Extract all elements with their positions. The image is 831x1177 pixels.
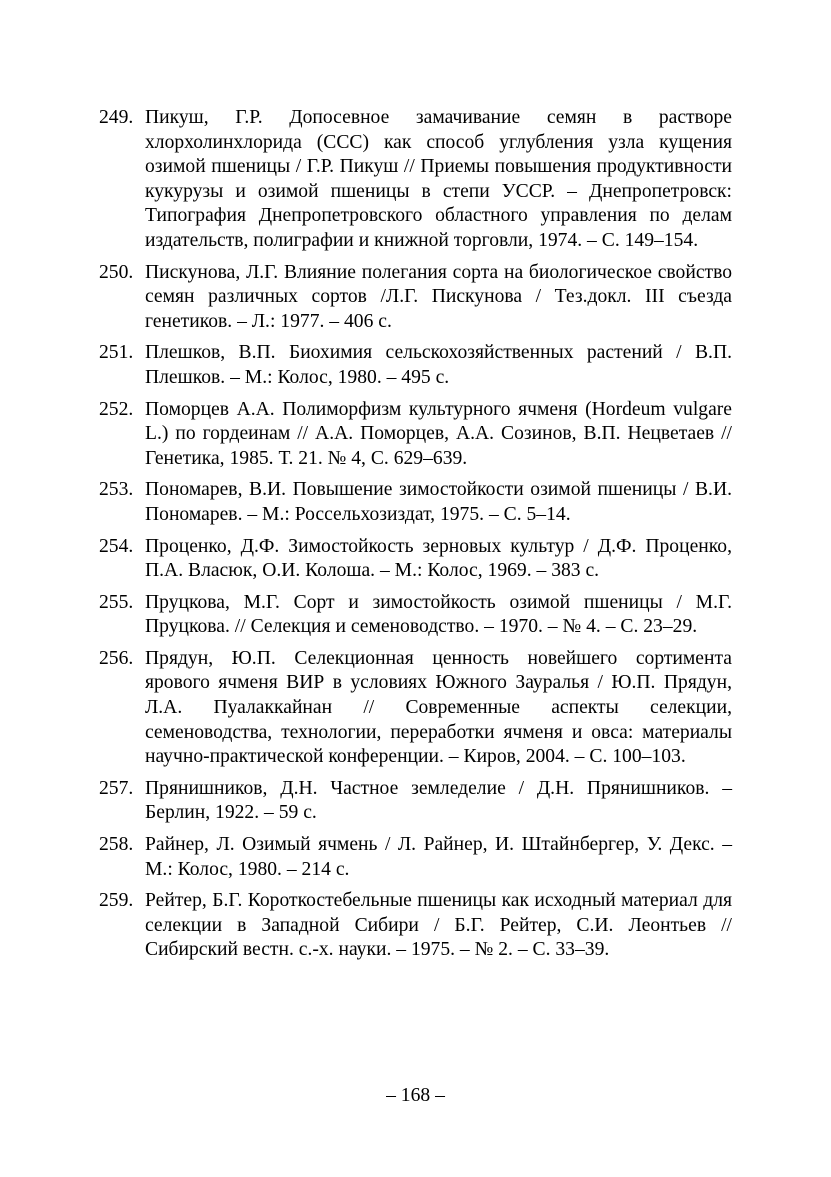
reference-text: Проценко, Д.Ф. Зимостойкость зерновых культур / Д.Ф. Проценко, П.А. Власюк, О.И. Колоша. – М.: Колос, 1969. – 383 с. <box>145 535 732 582</box>
reference-list <box>99 106 732 963</box>
reference-item <box>99 398 732 472</box>
reference-number: 251. <box>99 342 134 364</box>
reference-number: 254. <box>99 535 134 557</box>
reference-item <box>99 478 732 527</box>
reference-text: Плешков, В.П. Биохимия сельскохозяйственных растений / В.П. Плешков. – М.: Колос, 1980. – 495 с. <box>145 342 732 388</box>
reference-text: Рейтер, Б.Г. Короткостебельные пшеницы как исходный материал для селекции в Западной Сибири / Б.Г. Рейтер, С.И. Леонтьев // Сибирский вестн. с.-х. науки. – 1975. – № 2. – С. 33–39. <box>145 890 732 961</box>
reference-text: Поморцев А.А. Полиморфизм культурного ячменя (Hordeum vulgare L.) по гордеинам // А.А. Поморцев, А.А. Созинов, В.П. Нецветаев // Генетика, 1985. Т. 21. № 4, С. 629–639. <box>145 398 732 469</box>
reference-text: Пикуш, Г.Р. Допосевное замачивание семян в растворе хлорхолинхлорида (ССС) как способ углубления узла кущения озимой пшеницы / Г.Р. Пикуш // Приемы повышения продуктивности кукурузы и озимой пшеницы в степи УССР. – Днепропетровск: Типография Днепропетровского областного управления по делам издательств, полиграфии и книжной торговли, 1974. – С. 149–154. <box>145 107 732 251</box>
reference-number: 253. <box>99 479 134 501</box>
reference-text: Пискунова, Л.Г. Влияние полегания сорта на биологическое свойство семян различных сортов /Л.Г. Пискунова / Тез.докл. III съезда генетиков. – Л.: 1977. – 406 с. <box>145 261 732 332</box>
reference-item <box>99 591 732 640</box>
reference-item <box>99 106 732 254</box>
reference-number: 249. <box>99 107 134 128</box>
reference-number: 255. <box>99 591 134 613</box>
reference-item <box>99 535 732 584</box>
reference-text: Прядун, Ю.П. Селекционная ценность новейшего сортимента ярового ячменя ВИР в условиях Южного Зауралья / Ю.П. Прядун, Л.А. Пуалаккайнан // Современные аспекты селекции, семеноводства, технологии, переработки ячменя и овса: материалы научно-практической конференции. – Киров, 2004. – С. 100–103. <box>145 647 732 768</box>
reference-text: Пруцкова, М.Г. Сорт и зимостойкость озимой пшеницы / М.Г. Пруцкова. // Селекция и семеноводство. – 1970. – № 4. – С. 23–29. <box>145 591 732 638</box>
reference-number: 256. <box>99 647 134 669</box>
reference-number: 257. <box>99 777 134 799</box>
reference-text: Райнер, Л. Озимый ячмень / Л. Райнер, И. Штайнбергер, У. Декс. – М.: Колос, 1980. – 214 с. <box>145 834 732 880</box>
reference-number: 250. <box>99 261 134 283</box>
reference-item <box>99 889 732 963</box>
reference-item <box>99 647 732 770</box>
reference-item <box>99 261 732 335</box>
reference-number: 258. <box>99 834 134 856</box>
reference-number: 252. <box>99 398 134 420</box>
reference-item <box>99 833 732 882</box>
reference-text: Прянишников, Д.Н. Частное земледелие / Д.Н. Прянишников. – Берлин, 1922. – 59 с. <box>145 777 732 824</box>
reference-item <box>99 341 732 390</box>
reference-text: Пономарев, В.И. Повышение зимостойкости озимой пшеницы / В.И. Пономарев. – М.: Россельхозиздат, 1975. – С. 5–14. <box>145 479 732 525</box>
reference-number: 259. <box>99 890 134 912</box>
page-number: – 168 – <box>386 1085 445 1106</box>
reference-item <box>99 777 732 826</box>
